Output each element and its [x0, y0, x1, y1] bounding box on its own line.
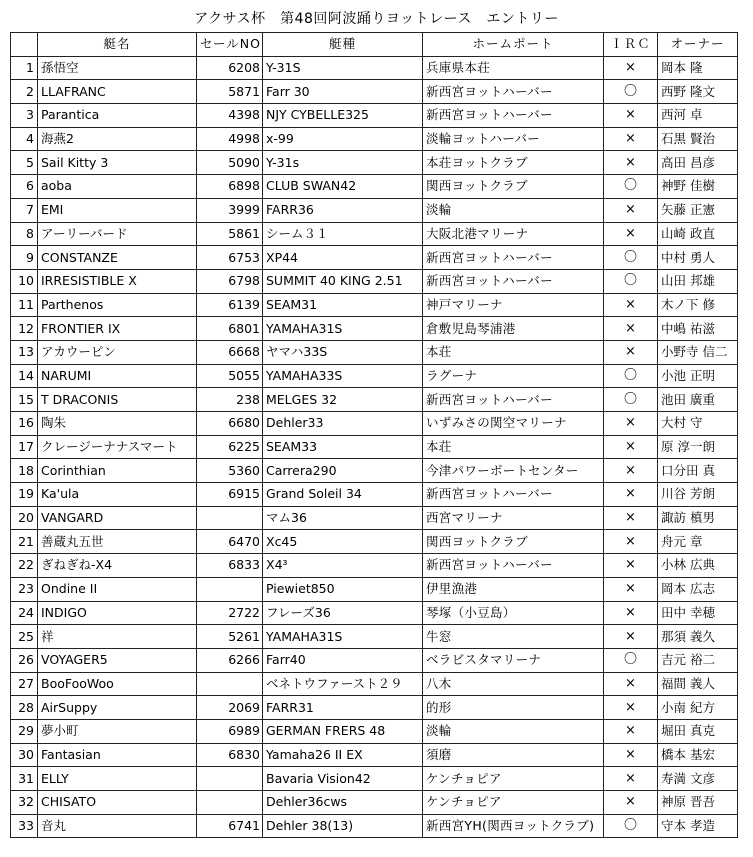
boat-type: シーム３１	[263, 222, 423, 246]
home-port: 新西宮ヨットハーバー	[423, 80, 604, 104]
table-row	[11, 104, 738, 128]
boat-name: BooFooWoo	[38, 672, 197, 696]
boat-type: Dehler33	[263, 412, 423, 436]
boat-type: MELGES 32	[263, 388, 423, 412]
owner-name: 川谷 芳朗	[658, 483, 738, 507]
owner-name: 中嶋 祐滋	[658, 317, 738, 341]
sail-number: 3999	[197, 198, 263, 222]
home-port: 本荘	[423, 340, 604, 364]
header-owner: オーナー	[658, 33, 738, 57]
owner-name: 小林 広典	[658, 554, 738, 578]
boat-type: ヤマハ33S	[263, 340, 423, 364]
table-row	[11, 388, 738, 412]
boat-type: ベネトウファースト２９	[263, 672, 423, 696]
home-port: 本荘	[423, 435, 604, 459]
home-port: 神戸マリーナ	[423, 293, 604, 317]
boat-type: マム36	[263, 506, 423, 530]
owner-name: 原 淳一朗	[658, 435, 738, 459]
boat-type: CLUB SWAN42	[263, 175, 423, 199]
header-irc: ＩＲＣ	[604, 33, 658, 57]
home-port: 牛窓	[423, 625, 604, 649]
table-row	[11, 80, 738, 104]
boat-type: YAMAHA33S	[263, 364, 423, 388]
boat-type: XP44	[263, 246, 423, 270]
owner-name: 寿満 文彦	[658, 767, 738, 791]
irc-mark: 〇	[604, 814, 658, 838]
boat-name: クレージーナナスマート	[38, 435, 197, 459]
table-row	[11, 364, 738, 388]
boat-name: AirSuppy	[38, 696, 197, 720]
table-row	[11, 483, 738, 507]
sail-number: 5871	[197, 80, 263, 104]
boat-name: アーリーバード	[38, 222, 197, 246]
sail-number: 6798	[197, 269, 263, 293]
owner-name: 池田 廣重	[658, 388, 738, 412]
table-row	[11, 269, 738, 293]
table-row	[11, 246, 738, 270]
owner-name: 西河 卓	[658, 104, 738, 128]
sail-number: 2722	[197, 601, 263, 625]
irc-mark: ×	[604, 198, 658, 222]
irc-mark: ×	[604, 56, 658, 80]
boat-name: IRRESISTIBLE X	[38, 269, 197, 293]
table-row	[11, 625, 738, 649]
owner-name: 矢藤 正憲	[658, 198, 738, 222]
irc-mark: ×	[604, 506, 658, 530]
row-number: 12	[11, 317, 38, 341]
owner-name: 小野寺 信二	[658, 340, 738, 364]
home-port: 淡輪ヨットハーバー	[423, 127, 604, 151]
irc-mark: ×	[604, 293, 658, 317]
sail-number	[197, 791, 263, 815]
irc-mark: ×	[604, 483, 658, 507]
page-title: アクサス杯 第48回阿波踊りヨットレース エントリー	[194, 11, 559, 27]
boat-type: Carrera290	[263, 459, 423, 483]
boat-type: FARR36	[263, 198, 423, 222]
boat-name: aoba	[38, 175, 197, 199]
sail-number: 6898	[197, 175, 263, 199]
boat-name: 祥	[38, 625, 197, 649]
table-row	[11, 743, 738, 767]
owner-name: 大村 守	[658, 412, 738, 436]
row-number: 32	[11, 791, 38, 815]
table-row	[11, 293, 738, 317]
boat-name: CONSTANZE	[38, 246, 197, 270]
boat-type: Farr40	[263, 648, 423, 672]
boat-type: YAMAHA31S	[263, 317, 423, 341]
table-row	[11, 198, 738, 222]
boat-name: 音丸	[38, 814, 197, 838]
sail-number: 4398	[197, 104, 263, 128]
irc-mark: ×	[604, 435, 658, 459]
boat-name: LLAFRANC	[38, 80, 197, 104]
row-number: 7	[11, 198, 38, 222]
home-port: 淡輪	[423, 198, 604, 222]
sail-number: 5090	[197, 151, 263, 175]
home-port: 大阪北港マリーナ	[423, 222, 604, 246]
table-row	[11, 127, 738, 151]
irc-mark: ×	[604, 625, 658, 649]
boat-name: 夢小町	[38, 719, 197, 743]
home-port: 新西宮ヨットハーバー	[423, 554, 604, 578]
sail-number: 6753	[197, 246, 263, 270]
boat-name: Parthenos	[38, 293, 197, 317]
sail-number	[197, 577, 263, 601]
row-number: 24	[11, 601, 38, 625]
home-port: 的形	[423, 696, 604, 720]
row-number: 14	[11, 364, 38, 388]
irc-mark: ×	[604, 222, 658, 246]
entry-table	[10, 32, 738, 838]
home-port: 伊里漁港	[423, 577, 604, 601]
irc-mark: ×	[604, 767, 658, 791]
owner-name: 田中 幸穂	[658, 601, 738, 625]
irc-mark: ×	[604, 151, 658, 175]
owner-name: 吉元 裕二	[658, 648, 738, 672]
header-sail-no: セールNO	[197, 33, 263, 57]
home-port: 関西ヨットクラブ	[423, 175, 604, 199]
home-port: 新西宮ヨットハーバー	[423, 269, 604, 293]
row-number: 16	[11, 412, 38, 436]
boat-type: Y-31S	[263, 56, 423, 80]
boat-name: CHISATO	[38, 791, 197, 815]
sail-number: 4998	[197, 127, 263, 151]
row-number: 10	[11, 269, 38, 293]
boat-type: Dehler36cws	[263, 791, 423, 815]
boat-type: SEAM31	[263, 293, 423, 317]
owner-name: 岡本 隆	[658, 56, 738, 80]
boat-name: アカウーピン	[38, 340, 197, 364]
row-number: 22	[11, 554, 38, 578]
owner-name: 福間 義人	[658, 672, 738, 696]
row-number: 4	[11, 127, 38, 151]
boat-name: INDIGO	[38, 601, 197, 625]
sail-number: 5861	[197, 222, 263, 246]
irc-mark: ×	[604, 104, 658, 128]
row-number: 13	[11, 340, 38, 364]
home-port: 須磨	[423, 743, 604, 767]
owner-name: 諏訪 槙男	[658, 506, 738, 530]
table-row	[11, 648, 738, 672]
row-number: 20	[11, 506, 38, 530]
header-no	[11, 33, 38, 57]
table-row	[11, 317, 738, 341]
header-boat-name: 艇名	[38, 33, 197, 57]
owner-name: 中村 勇人	[658, 246, 738, 270]
irc-mark: ×	[604, 412, 658, 436]
table-row	[11, 601, 738, 625]
sail-number: 6266	[197, 648, 263, 672]
boat-name: Parantica	[38, 104, 197, 128]
sail-number: 6830	[197, 743, 263, 767]
owner-name: 小池 正明	[658, 364, 738, 388]
boat-type: Bavaria Vision42	[263, 767, 423, 791]
home-port: 八木	[423, 672, 604, 696]
sail-number: 6208	[197, 56, 263, 80]
irc-mark: ×	[604, 530, 658, 554]
row-number: 23	[11, 577, 38, 601]
owner-name: 橋本 基宏	[658, 743, 738, 767]
boat-type: NJY CYBELLE325	[263, 104, 423, 128]
irc-mark: ×	[604, 743, 658, 767]
table-row	[11, 412, 738, 436]
sail-number: 5261	[197, 625, 263, 649]
table-row	[11, 506, 738, 530]
boat-name: 孫悟空	[38, 56, 197, 80]
boat-name: Sail Kitty 3	[38, 151, 197, 175]
boat-name: NARUMI	[38, 364, 197, 388]
irc-mark: ×	[604, 317, 658, 341]
row-number: 27	[11, 672, 38, 696]
irc-mark: 〇	[604, 388, 658, 412]
table-row	[11, 459, 738, 483]
owner-name: 小南 紀方	[658, 696, 738, 720]
boat-name: Ondine II	[38, 577, 197, 601]
row-number: 30	[11, 743, 38, 767]
home-port: 新西宮ヨットハーバー	[423, 388, 604, 412]
table-row	[11, 577, 738, 601]
owner-name: 高田 昌彦	[658, 151, 738, 175]
boat-name: VANGARD	[38, 506, 197, 530]
boat-type: YAMAHA31S	[263, 625, 423, 649]
owner-name: 山田 邦雄	[658, 269, 738, 293]
boat-type: Grand Soleil 34	[263, 483, 423, 507]
owner-name: 口分田 真	[658, 459, 738, 483]
sail-number: 6741	[197, 814, 263, 838]
row-number: 19	[11, 483, 38, 507]
home-port: 琴塚（小豆島）	[423, 601, 604, 625]
home-port: ケンチョピア	[423, 767, 604, 791]
boat-name: VOYAGER5	[38, 648, 197, 672]
row-number: 6	[11, 175, 38, 199]
row-number: 18	[11, 459, 38, 483]
sail-number: 5360	[197, 459, 263, 483]
owner-name: 神野 佳樹	[658, 175, 738, 199]
boat-name: 海燕2	[38, 127, 197, 151]
boat-type: x-99	[263, 127, 423, 151]
irc-mark: ×	[604, 340, 658, 364]
irc-mark: 〇	[604, 246, 658, 270]
boat-name: Fantasian	[38, 743, 197, 767]
owner-name: 岡本 広志	[658, 577, 738, 601]
row-number: 21	[11, 530, 38, 554]
row-number: 25	[11, 625, 38, 649]
table-row	[11, 767, 738, 791]
sail-number	[197, 506, 263, 530]
table-row	[11, 554, 738, 578]
home-port: いずみさの関空マリーナ	[423, 412, 604, 436]
boat-type: X4³	[263, 554, 423, 578]
home-port: 新西宮ヨットハーバー	[423, 246, 604, 270]
home-port: 淡輪	[423, 719, 604, 743]
home-port: 本荘ヨットクラブ	[423, 151, 604, 175]
row-number: 3	[11, 104, 38, 128]
row-number: 29	[11, 719, 38, 743]
home-port: 新西宮ヨットハーバー	[423, 483, 604, 507]
boat-type: Piewiet850	[263, 577, 423, 601]
header-boat-type: 艇種	[263, 33, 423, 57]
sail-number	[197, 767, 263, 791]
row-number: 31	[11, 767, 38, 791]
home-port: 兵庫県本荘	[423, 56, 604, 80]
sail-number: 6139	[197, 293, 263, 317]
table-row	[11, 435, 738, 459]
table-row	[11, 672, 738, 696]
sail-number: 5055	[197, 364, 263, 388]
row-number: 8	[11, 222, 38, 246]
boat-name: EMI	[38, 198, 197, 222]
sail-number: 6470	[197, 530, 263, 554]
row-number: 15	[11, 388, 38, 412]
home-port: 新西宮ヨットハーバー	[423, 104, 604, 128]
home-port: ラグーナ	[423, 364, 604, 388]
sail-number: 6225	[197, 435, 263, 459]
irc-mark: ×	[604, 719, 658, 743]
boat-name: 陶朱	[38, 412, 197, 436]
owner-name: 木ノ下 修	[658, 293, 738, 317]
irc-mark: ×	[604, 672, 658, 696]
table-row	[11, 696, 738, 720]
irc-mark: ×	[604, 554, 658, 578]
sail-number: 6668	[197, 340, 263, 364]
table-row	[11, 814, 738, 838]
irc-mark: ×	[604, 127, 658, 151]
irc-mark: 〇	[604, 80, 658, 104]
boat-type: FARR31	[263, 696, 423, 720]
owner-name: 石黒 賢治	[658, 127, 738, 151]
irc-mark: ×	[604, 696, 658, 720]
irc-mark: 〇	[604, 175, 658, 199]
owner-name: 山崎 政直	[658, 222, 738, 246]
sail-number: 2069	[197, 696, 263, 720]
boat-type: GERMAN FRERS 48	[263, 719, 423, 743]
boat-type: Y-31s	[263, 151, 423, 175]
table-row	[11, 530, 738, 554]
table-row	[11, 340, 738, 364]
boat-name: ぎねぎね-X4	[38, 554, 197, 578]
table-row	[11, 791, 738, 815]
boat-type: Farr 30	[263, 80, 423, 104]
boat-name: Ka'ula	[38, 483, 197, 507]
table-row	[11, 719, 738, 743]
sail-number: 6833	[197, 554, 263, 578]
irc-mark: 〇	[604, 269, 658, 293]
sail-number: 6801	[197, 317, 263, 341]
boat-name: 善蔵丸五世	[38, 530, 197, 554]
row-number: 11	[11, 293, 38, 317]
boat-type: Dehler 38(13)	[263, 814, 423, 838]
owner-name: 神原 晋吾	[658, 791, 738, 815]
irc-mark: ×	[604, 791, 658, 815]
row-number: 9	[11, 246, 38, 270]
sail-number: 6989	[197, 719, 263, 743]
table-row	[11, 151, 738, 175]
row-number: 26	[11, 648, 38, 672]
sail-number: 238	[197, 388, 263, 412]
boat-name: ELLY	[38, 767, 197, 791]
owner-name: 堀田 真克	[658, 719, 738, 743]
owner-name: 守本 孝造	[658, 814, 738, 838]
boat-type: Yamaha26 II EX	[263, 743, 423, 767]
boat-name: FRONTIER IX	[38, 317, 197, 341]
irc-mark: 〇	[604, 364, 658, 388]
irc-mark: ×	[604, 459, 658, 483]
header-home-port: ホームポート	[423, 33, 604, 57]
row-number: 17	[11, 435, 38, 459]
irc-mark: ×	[604, 601, 658, 625]
boat-type: フレーズ36	[263, 601, 423, 625]
table-row	[11, 175, 738, 199]
boat-type: SEAM33	[263, 435, 423, 459]
owner-name: 那須 義久	[658, 625, 738, 649]
table-row	[11, 222, 738, 246]
home-port: 倉敷児島琴浦港	[423, 317, 604, 341]
row-number: 1	[11, 56, 38, 80]
sail-number: 6915	[197, 483, 263, 507]
owner-name: 舟元 章	[658, 530, 738, 554]
boat-type: Xc45	[263, 530, 423, 554]
row-number: 5	[11, 151, 38, 175]
irc-mark: ×	[604, 577, 658, 601]
owner-name: 西野 隆文	[658, 80, 738, 104]
home-port: ベラビスタマリーナ	[423, 648, 604, 672]
home-port: 関西ヨットクラブ	[423, 530, 604, 554]
sail-number: 6680	[197, 412, 263, 436]
home-port: 西宮マリーナ	[423, 506, 604, 530]
sail-number	[197, 672, 263, 696]
row-number: 2	[11, 80, 38, 104]
home-port: ケンチョピア	[423, 791, 604, 815]
boat-name: Corinthian	[38, 459, 197, 483]
table-row	[11, 56, 738, 80]
irc-mark: 〇	[604, 648, 658, 672]
row-number: 28	[11, 696, 38, 720]
home-port: 新西宮YH(関西ヨットクラブ)	[423, 814, 604, 838]
header-row	[11, 33, 738, 57]
home-port: 今津パワーボートセンター	[423, 459, 604, 483]
row-number: 33	[11, 814, 38, 838]
boat-type: SUMMIT 40 KING 2.51	[263, 269, 423, 293]
boat-name: T DRACONIS	[38, 388, 197, 412]
